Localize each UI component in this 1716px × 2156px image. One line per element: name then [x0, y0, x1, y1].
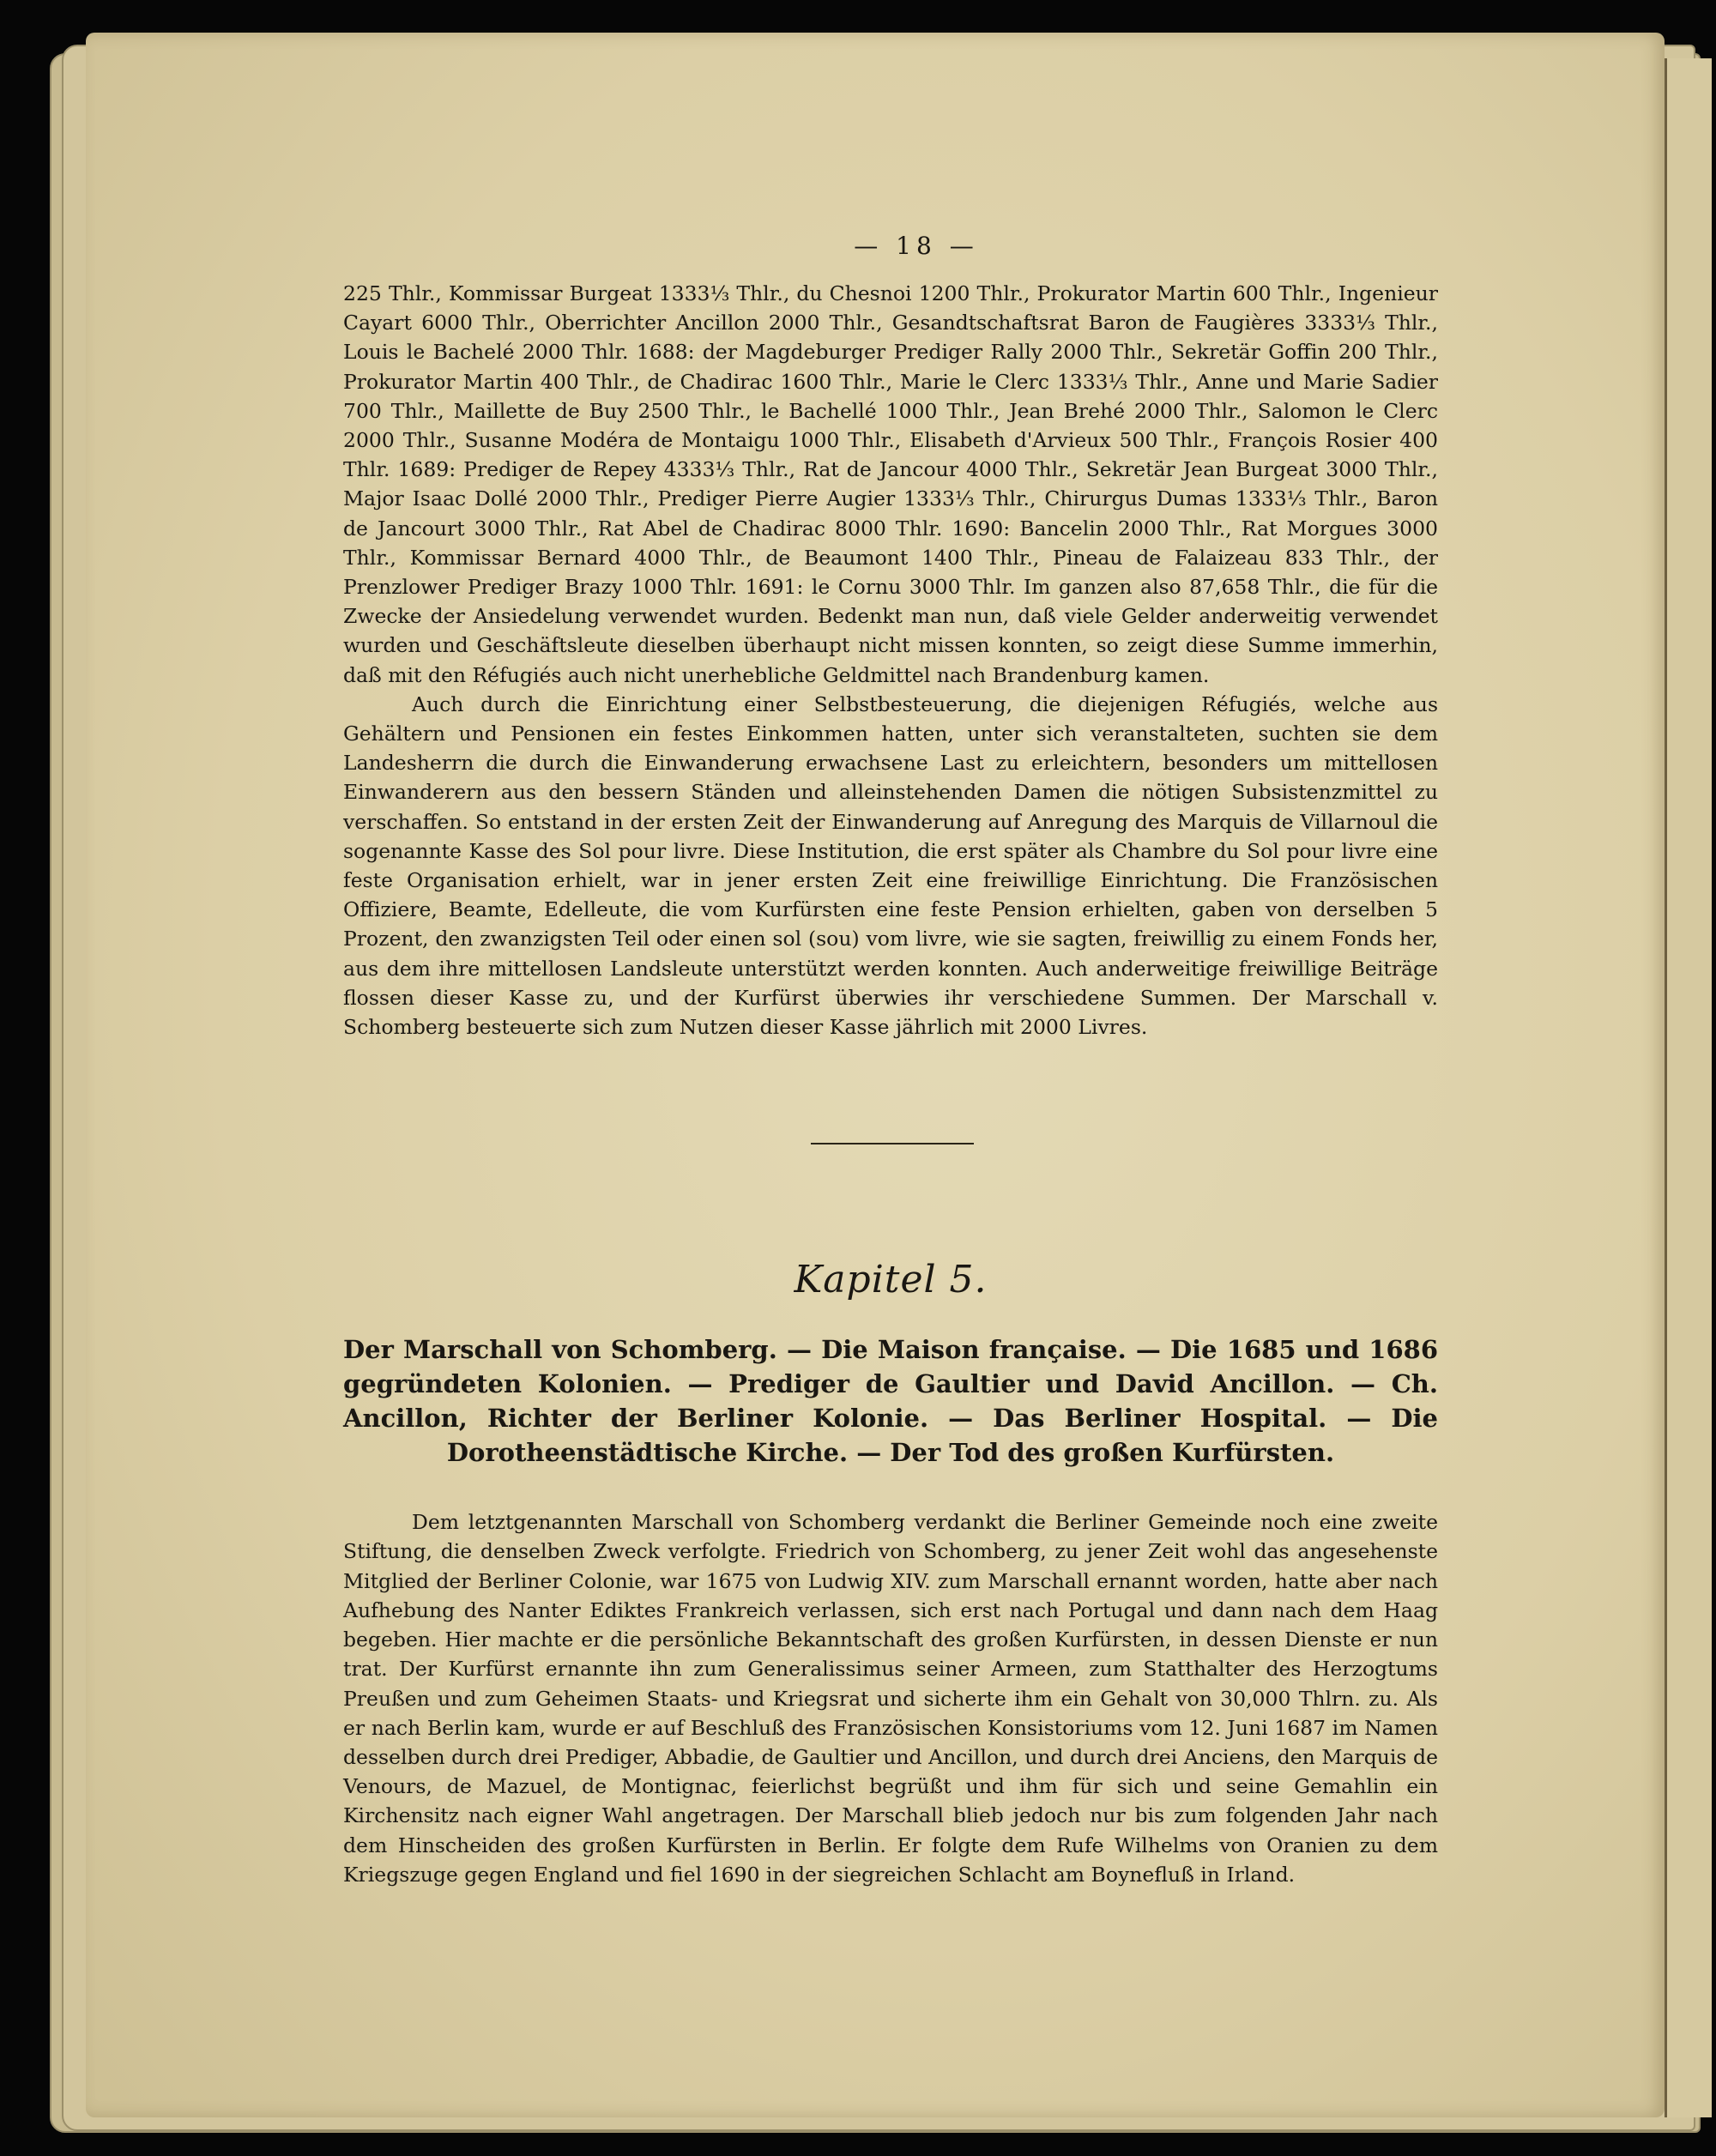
page-number: — 18 — — [854, 232, 979, 260]
chapter-summary: Der Marschall von Schomberg. — Die Maison française. — Die 1685 und 1686 gegründeten Kolonien. — Prediger de Gaultier und David Ancillon. — Ch. Ancillon, Richter der Berliner Kolonie. — Das Berliner Hospital. — Die Dorotheenstädtische Kirche. — Der Tod des großen Kurfürsten. — [343, 1335, 1438, 1468]
paragraph-sol-pour-livre: Auch durch die Einrichtung einer Selbstbesteuerung, die diejenigen Réfugiés, welche aus Gehältern und Pensionen ein festes Einkommen hatten, unter sich veranstalteten, suchten sie dem Landesherrn die durch die Einwanderung erwachsene Last zu erleichtern, besonders um mittellosen Einwanderern aus den bessern Ständen und alleinstehenden Damen die nötigen Subsistenzmittel zu verschaffen. So entstand in der ersten Zeit der Einwanderung auf Anregung des Marquis de Villarnoul die sogenannte Kasse des Sol pour livre. Diese Institution, die erst später als Chambre du Sol pour livre eine feste Organisation erhielt, war in jener ersten Zeit eine freiwillige Einrichtung. Die Französischen Offiziere, Beamte, Edelleute, die vom Kurfürsten eine feste Pension erhielten, gaben von derselben 5 Prozent, den zwanzigsten Teil oder einen sol (sou) vom livre, wie sie sagten, freiwillig zu einem Fonds her, aus dem ihre mittellosen Landsleute unterstützt werden konnten. Auch anderweitige freiwillige Beiträge flossen dieser Kasse zu, und der Kurfürst überwies ihr verschiedene Summen. Der Marschall v. Schomberg besteuerte sich zum Nutzen dieser Kasse jährlich mit 2000 Livres. — [343, 691, 1438, 1040]
page-content — [343, 232, 1438, 1889]
facing-page-edge — [1665, 58, 1712, 2117]
section-divider — [811, 1143, 974, 1144]
chapter-heading: Kapitel 5. — [794, 1258, 988, 1302]
paragraph-donations-list: 225 Thlr., Kommissar Burgeat 1333⅓ Thlr., du Chesnoi 1200 Thlr., Prokurator Martin 600 Thlr., Ingenieur Cayart 6000 Thlr., Oberrichter Ancillon 2000 Thlr., Gesandtschaftsrat Baron de Faugières 3333⅓ Thlr., Louis le Bachelé 2000 Thlr. 1688: der Magdeburger Prediger Rally 2000 Thlr., Sekretär Goffin 200 Thlr., Prokurator Martin 400 Thlr., de Chadirac 1600 Thlr., Marie le Clerc 1333⅓ Thlr., Anne und Marie Sadier 700 Thlr., Maillette de Buy 2500 Thlr., le Bachellé 1000 Thlr., Jean Brehé 2000 Thlr., Salomon le Clerc 2000 Thlr., Susanne Modéra de Montaigu 1000 Thlr., Elisabeth d'Arvieux 500 Thlr., François Rosier 400 Thlr. 1689: Prediger de Repey 4333⅓ Thlr., Rat de Jancour 4000 Thlr., Sekretär Jean Burgeat 3000 Thlr., Major Isaac Dollé 2000 Thlr., Prediger Pierre Augier 1333⅓ Thlr., Chirurgus Dumas 1333⅓ Thlr., Baron de Jancourt 3000 Thlr., Rat Abel de Chadirac 8000 Thlr. 1690: Bancelin 2000 Thlr., Rat Morgues 3000 Thlr., Kommissar Bernard 4000 Thlr., de Beaumont 1400 Thlr., Pineau de Falaizeau 833 Thlr., der Prenzlower Prediger Brazy 1000 Thlr. 1691: le Cornu 3000 Thlr. Im ganzen also 87,658 Thlr., die für die Zwecke der Ansiedelung verwendet wurden. Bedenkt man nun, daß viele Gelder anderweitig verwendet wurden und Geschäftsleute dieselben überhaupt nicht missen konnten, so zeigt diese Summe immerhin, daß mit den Réfugiés auch nicht unerhebliche Geldmittel nach Brandenburg kamen. — [343, 281, 1438, 687]
paragraph-schomberg: Dem letztgenannten Marschall von Schomberg verdankt die Berliner Gemeinde noch eine zweite Stiftung, die denselben Zweck verfolgte. Friedrich von Schomberg, zu jener Zeit wohl das angesehenste Mitglied der Berliner Colonie, war 1675 von Ludwig XIV. zum Marschall ernannt worden, hatte aber nach Aufhebung des Nanter Ediktes Frankreich verlassen, sich erst nach Portugal und dann nach dem Haag begeben. Hier machte er die persönliche Bekanntschaft des großen Kurfürsten, in dessen Dienste er nun trat. Der Kurfürst ernannte ihn zum Generalissimus seiner Armeen, zum Statthalter des Herzogtums Preußen und zum Geheimen Staats- und Kriegsrat und sicherte ihm ein Gehalt von 30,000 Thlrn. zu. Als er nach Berlin kam, wurde er auf Beschluß des Französischen Konsistoriums vom 12. Juni 1687 im Namen desselben durch drei Prediger, Abbadie, de Gaultier und Ancillon, und durch drei Anciens, den Marquis de Venours, de Mazuel, de Montignac, feierlichst begrüßt und ihm für sich und seine Gemahlin ein Kirchensitz nach eigner Wahl angetragen. Der Marschall blieb jedoch nur bis zum folgenden Jahr nach dem Hinscheiden des großen Kurfürsten in Berlin. Er folgte dem Rufe Wilhelms von Oranien zu dem Kriegszuge gegen England und fiel 1690 in der siegreichen Schlacht am Boynefluß in Irland. — [343, 1510, 1438, 1887]
